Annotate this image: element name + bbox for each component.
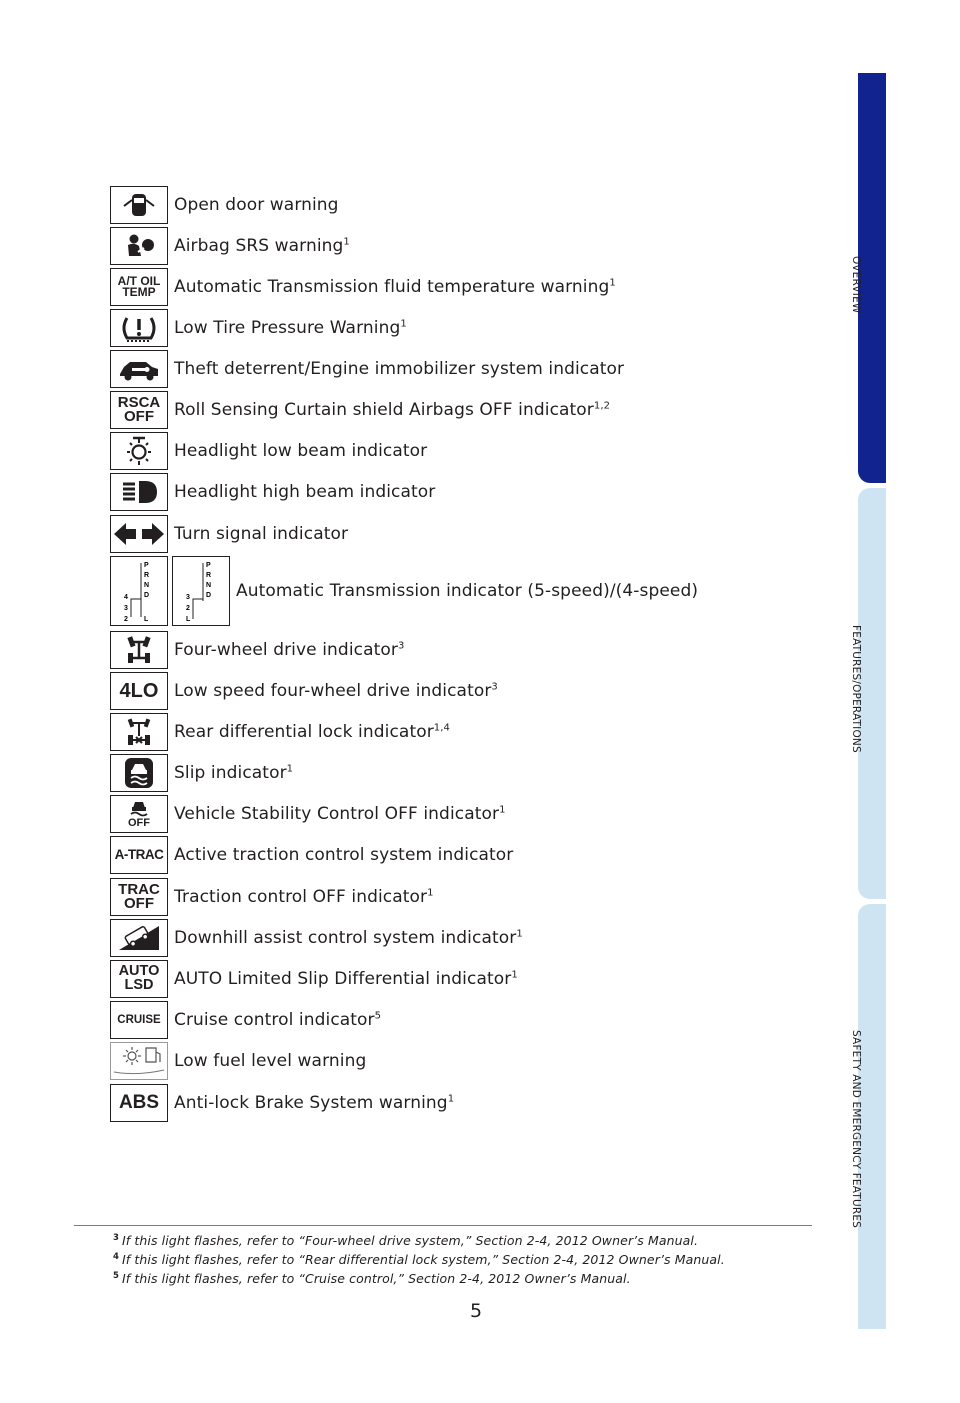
low-fuel-icon <box>110 1042 168 1080</box>
transmission-5-speed-icon <box>110 556 168 626</box>
indicator-label: Slip indicator$^1$ <box>174 763 294 783</box>
svg-text:R: R <box>206 572 212 579</box>
indicator-label: AUTO Limited Slip Differential indicator$^1$ <box>174 969 518 989</box>
four-wheel-drive-icon <box>110 631 168 669</box>
tab-safety-emergency-label: SAFETY AND EMERGENCY FEATURES <box>850 1030 862 1229</box>
indicator-label: Turn signal indicator <box>174 524 349 544</box>
indicator-row <box>110 919 523 957</box>
footnote: $^3$ If this light flashes, refer to “Four-wheel drive system,” Section 2-4, 2012 Owner’s Manual. <box>113 1232 699 1248</box>
indicator-row <box>110 713 450 751</box>
turn-signal-icon <box>110 515 168 553</box>
indicator-row <box>110 473 435 511</box>
svg-text:2: 2 <box>186 605 190 612</box>
indicator-row <box>110 309 407 347</box>
indicator-label: Headlight high beam indicator <box>174 482 436 502</box>
svg-text:L: L <box>186 616 191 623</box>
svg-text:L: L <box>144 616 149 623</box>
indicator-row <box>110 960 518 998</box>
low-beam-icon <box>110 432 168 470</box>
indicator-label: Theft deterrent/Engine immobilizer system indicator <box>174 359 625 379</box>
rear-diff-lock-icon <box>110 713 168 751</box>
footnote-divider <box>74 1225 812 1226</box>
tab-overview[interactable] <box>858 73 886 483</box>
tab-features-operations[interactable] <box>858 488 886 899</box>
tab-features-operations-label: FEATURES/OPERATIONS <box>850 625 862 753</box>
footnote: $^5$ If this light flashes, refer to “Cruise control,” Section 2-4, 2012 Owner’s Manual. <box>113 1270 631 1286</box>
indicator-row <box>110 631 404 669</box>
indicator-label: Roll Sensing Curtain shield Airbags OFF indicator$^{1,2}$ <box>174 400 611 420</box>
indicator-label: Cruise control indicator$^5$ <box>174 1010 382 1030</box>
indicator-row <box>110 672 498 710</box>
svg-text:D: D <box>206 592 212 599</box>
open-door-icon <box>110 186 168 224</box>
indicator-row <box>110 754 293 792</box>
trac-off-icon: TRAC OFF <box>110 878 168 916</box>
indicator-row <box>110 268 616 306</box>
indicator-row <box>110 350 624 388</box>
transmission-4-speed-icon <box>172 556 230 626</box>
svg-text:4: 4 <box>124 594 128 601</box>
tab-overview-label: OVERVIEW <box>850 256 862 314</box>
vsc-off-icon: OFF <box>110 795 168 833</box>
indicator-label: Open door warning <box>174 195 339 215</box>
indicator-row <box>110 515 348 553</box>
page-number: 5 <box>470 1300 483 1322</box>
auto-lsd-icon: AUTO LSD <box>110 960 168 998</box>
indicator-label: Vehicle Stability Control OFF indicator$^1$ <box>174 804 506 824</box>
downhill-assist-icon <box>110 919 168 957</box>
indicator-row <box>110 1084 454 1122</box>
rsca-off-icon: RSCA OFF <box>110 391 168 429</box>
indicator-row <box>110 1001 381 1039</box>
indicator-row <box>110 391 610 429</box>
indicator-label: Headlight low beam indicator <box>174 441 428 461</box>
svg-text:N: N <box>206 582 212 589</box>
svg-text:3: 3 <box>124 605 128 612</box>
svg-text:N: N <box>144 582 150 589</box>
indicator-label: Rear differential lock indicator$^{1,4}$ <box>174 722 451 742</box>
svg-text:P: P <box>144 562 149 569</box>
transmission-indicator-row <box>110 556 698 626</box>
indicator-label: Downhill assist control system indicator$^1$ <box>174 928 523 948</box>
indicator-label: Anti-lock Brake System warning$^1$ <box>174 1093 455 1113</box>
high-beam-icon <box>110 473 168 511</box>
indicator-row <box>110 878 434 916</box>
svg-text:D: D <box>144 592 150 599</box>
svg-text:P: P <box>206 562 211 569</box>
abs-icon: ABS <box>110 1084 168 1122</box>
indicator-label: Low Tire Pressure Warning$^1$ <box>174 318 407 338</box>
footnote: $^4$ If this light flashes, refer to “Rear differential lock system,” Section 2-4, 2012 Owner’s Manual. <box>113 1251 725 1267</box>
cruise-icon: CRUISE <box>110 1001 168 1039</box>
theft-deterrent-icon <box>110 350 168 388</box>
svg-text:3: 3 <box>186 594 190 601</box>
indicator-row <box>110 432 427 470</box>
indicator-row <box>110 186 339 224</box>
4lo-icon: 4LO <box>110 672 168 710</box>
indicator-row <box>110 795 506 833</box>
a-trac-icon: A-TRAC <box>110 836 168 874</box>
indicator-label: Low speed four-wheel drive indicator$^3$ <box>174 681 498 701</box>
svg-text:R: R <box>144 572 150 579</box>
indicator-row <box>110 227 350 265</box>
slip-icon <box>110 754 168 792</box>
svg-text:2: 2 <box>124 616 128 623</box>
indicator-label: Automatic Transmission fluid temperature warning$^1$ <box>174 277 616 297</box>
airbag-icon <box>110 227 168 265</box>
transmission-indicator-label: Automatic Transmission indicator (5-speed)/(4-speed) <box>236 581 699 601</box>
indicator-label: Four-wheel drive indicator$^3$ <box>174 640 405 660</box>
tire-pressure-icon <box>110 309 168 347</box>
indicator-row <box>110 1042 366 1080</box>
indicator-row <box>110 836 513 874</box>
tab-safety-emergency[interactable] <box>858 904 886 1329</box>
indicator-label: Traction control OFF indicator$^1$ <box>174 887 434 907</box>
indicator-label: Airbag SRS warning$^1$ <box>174 236 350 256</box>
indicator-label: Low fuel level warning <box>174 1051 367 1071</box>
indicator-label: Active traction control system indicator <box>174 845 514 865</box>
at-oil-temp-icon: A/T OIL TEMP <box>110 268 168 306</box>
